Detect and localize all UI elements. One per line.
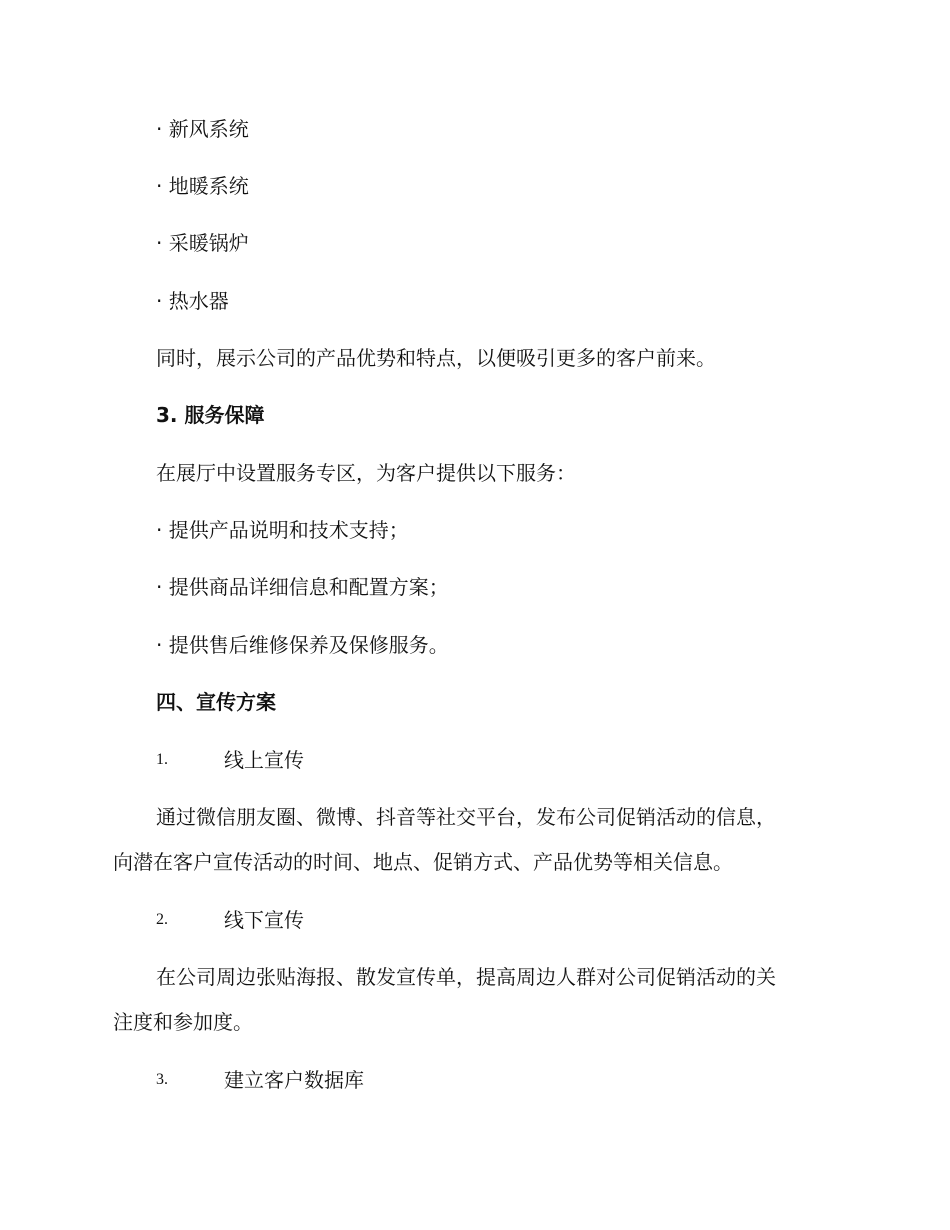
bullet-item-water-heater: · 热水器 bbox=[156, 289, 229, 313]
service-item-config: · 提供商品详细信息和配置方案； bbox=[156, 575, 449, 599]
online-paragraph-line-2: 向潜在客户宣传活动的时间、地点、促销方式、产品优势等相关信息。 bbox=[113, 850, 733, 874]
offline-paragraph-line-2: 注度和参加度。 bbox=[113, 1010, 253, 1034]
section-heading-promotion: 四、宣传方案 bbox=[156, 690, 276, 714]
bullet-item-boiler: · 采暖锅炉 bbox=[156, 231, 249, 255]
section-heading-service: 3. 服务保障 bbox=[156, 403, 265, 427]
service-item-tech-support: · 提供产品说明和技术支持； bbox=[156, 518, 409, 542]
list-item-title-offline: 线下宣传 bbox=[224, 908, 304, 932]
list-item-title-database: 建立客户数据库 bbox=[224, 1068, 364, 1092]
bullet-item-fresh-air: · 新风系统 bbox=[156, 117, 249, 141]
list-number: 1. bbox=[156, 751, 168, 768]
list-number: 3. bbox=[156, 1071, 168, 1088]
online-paragraph-line-1: 通过微信朋友圈、微博、抖音等社交平台，发布公司促销活动的信息， bbox=[156, 805, 776, 829]
service-item-after-sales: · 提供售后维修保养及保修服务。 bbox=[156, 633, 449, 657]
list-number: 2. bbox=[156, 911, 168, 928]
offline-paragraph-line-1: 在公司周边张贴海报、散发宣传单，提高周边人群对公司促销活动的关 bbox=[156, 965, 776, 989]
bullet-item-floor-heating: · 地暖系统 bbox=[156, 174, 249, 198]
products-summary-paragraph: 同时，展示公司的产品优势和特点，以便吸引更多的客户前来。 bbox=[156, 346, 716, 370]
list-item-title-online: 线上宣传 bbox=[224, 748, 304, 772]
service-intro-paragraph: 在展厅中设置服务专区，为客户提供以下服务： bbox=[156, 461, 576, 485]
